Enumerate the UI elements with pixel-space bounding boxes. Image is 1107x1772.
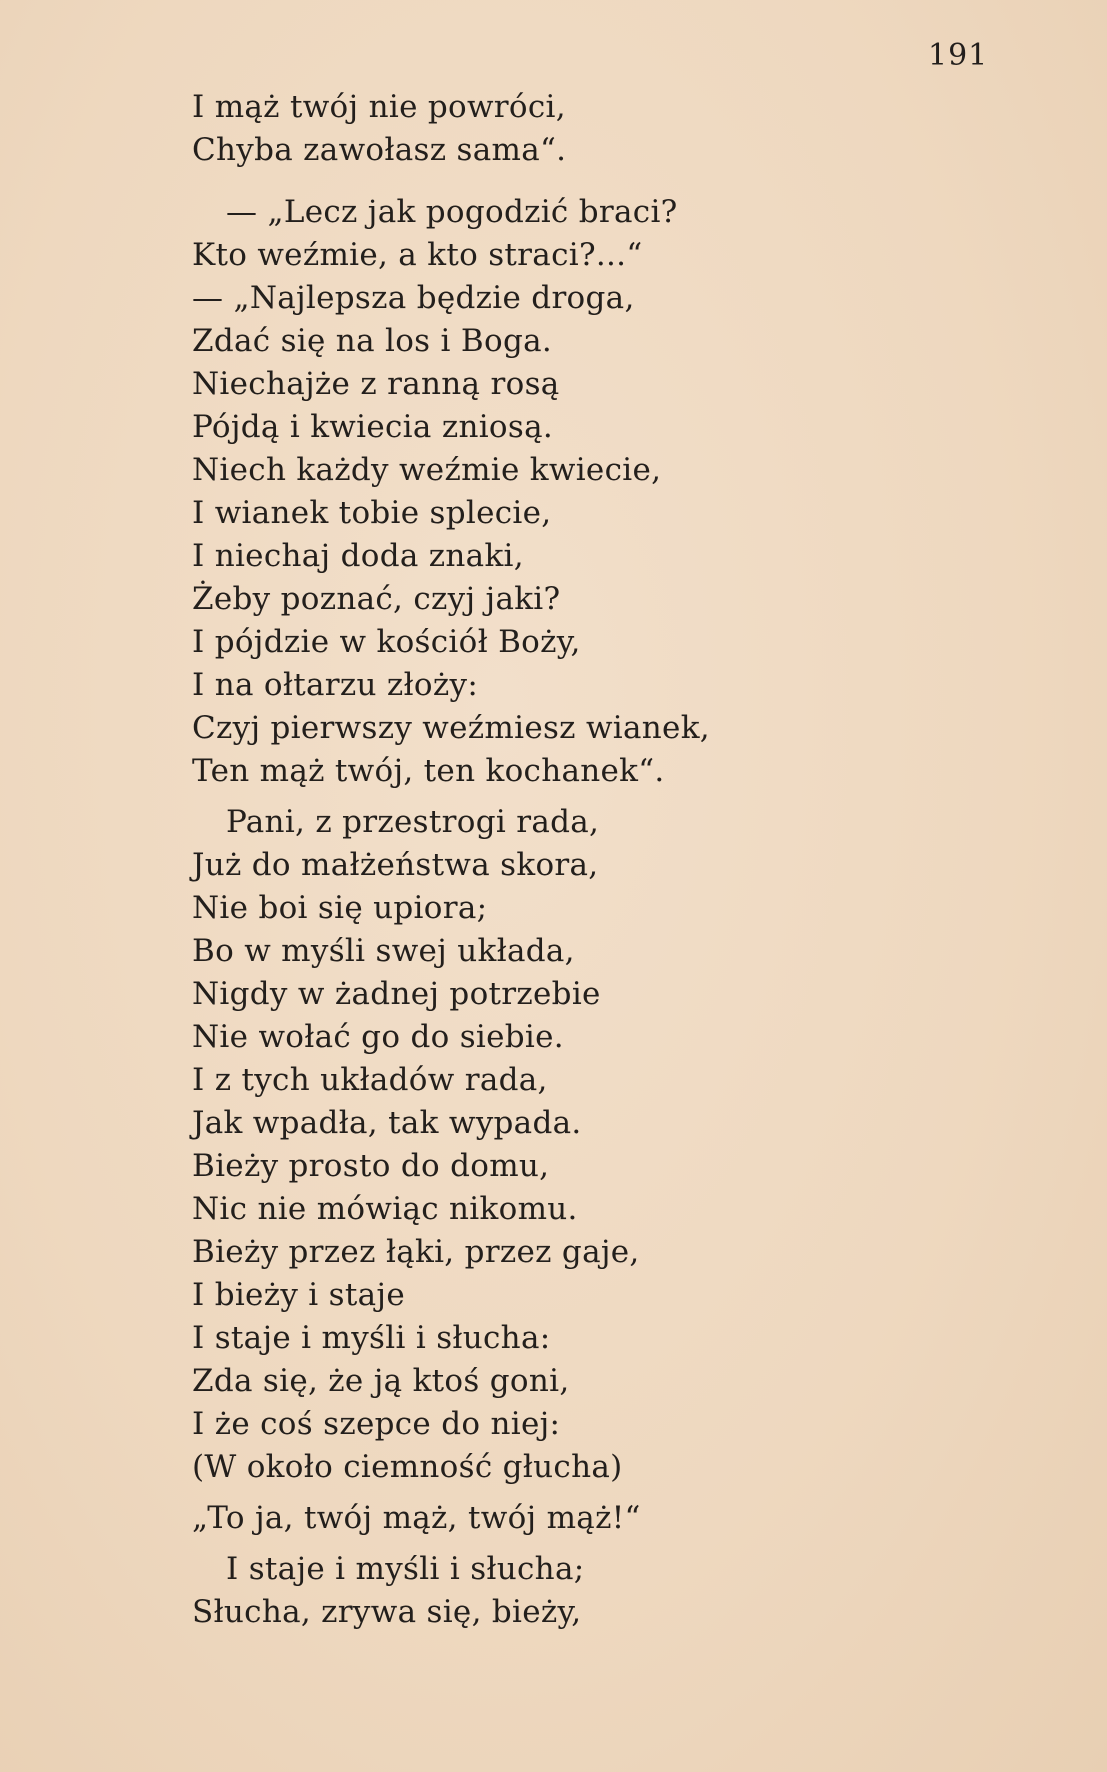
poem-line: Już do małżeństwa skora, <box>192 847 599 883</box>
poem-line: I mąż twój nie powróci, <box>192 89 566 125</box>
poem-line: Pani, z przestrogi rada, <box>226 804 600 840</box>
poem-line: — „Lecz jak pogodzić braci? <box>226 194 678 230</box>
poem-line: I wianek tobie splecie, <box>192 495 552 531</box>
poem-line: Nie wołać go do siebie. <box>192 1019 564 1055</box>
poem-line: Zdać się na los i Boga. <box>192 323 553 359</box>
poem-line: I pójdzie w kościół Boży, <box>192 624 581 660</box>
page-number: 191 <box>928 38 989 73</box>
poem-line: Bieży przez łąki, przez gaje, <box>192 1234 640 1270</box>
poem-line: Nigdy w żadnej potrzebie <box>192 976 601 1012</box>
poem-line: Chyba zawołasz sama“. <box>192 132 567 168</box>
poem-line: I bieży i staje <box>192 1277 405 1313</box>
poem-line: — „Najlepsza będzie droga, <box>192 280 635 316</box>
poem-line: Nic nie mówiąc nikomu. <box>192 1191 578 1227</box>
poem-line: Bo w myśli swej układa, <box>192 933 575 969</box>
poem-line: Ten mąż twój, ten kochanek“. <box>192 753 665 789</box>
poem-line: Bieży prosto do domu, <box>192 1148 550 1184</box>
poem-line: Nie boi się upiora; <box>192 890 488 926</box>
poem-text <box>192 86 1012 1634</box>
poem-line: Niechajże z ranną rosą <box>192 366 560 402</box>
poem-line: „To ja, twój mąż, twój mąż!“ <box>192 1500 641 1536</box>
poem-line: Jak wpadła, tak wypada. <box>192 1105 582 1141</box>
poem-line: I na ołtarzu złoży: <box>192 667 479 703</box>
poem-line: I że coś szepce do niej: <box>192 1406 561 1442</box>
poem-line: Niech każdy weźmie kwiecie, <box>192 452 662 488</box>
poem-line: I staje i myśli i słucha; <box>226 1551 585 1587</box>
poem-line: Pójdą i kwiecia zniosą. <box>192 409 554 445</box>
poem-line: Kto weźmie, a kto straci?...“ <box>192 237 643 273</box>
poem-line: Czyj pierwszy weźmiesz wianek, <box>192 710 710 746</box>
poem-line: (W około ciemność głucha) <box>192 1449 623 1485</box>
poem-line: Zda się, że ją ktoś goni, <box>192 1363 570 1399</box>
poem-line: Żeby poznać, czyj jaki? <box>192 581 561 617</box>
poem-line: I niechaj doda znaki, <box>192 538 524 574</box>
poem-line: Słucha, zrywa się, bieży, <box>192 1594 582 1630</box>
poem-line: I z tych układów rada, <box>192 1062 548 1098</box>
poem-line: I staje i myśli i słucha: <box>192 1320 551 1356</box>
